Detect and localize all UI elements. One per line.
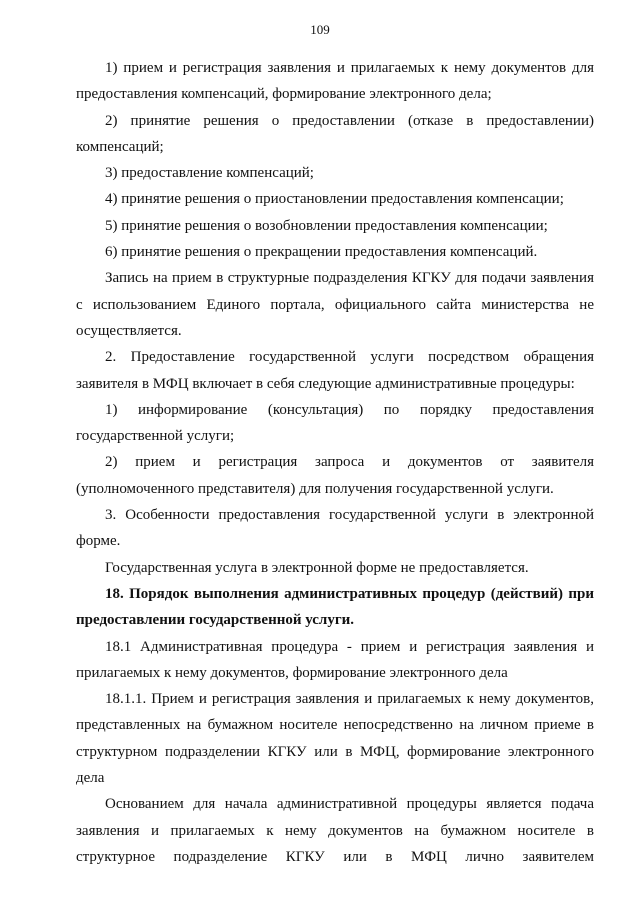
paragraph-electronic-not-provided: Государственная услуга в электронной форме не предоставляется. bbox=[105, 559, 529, 576]
paragraph-mfc-item-1: 1) информирование (консультация) по порядку предоставления государственной услуги; bbox=[76, 401, 594, 445]
paragraph-item-5-resumption: 5) принятие решения о возобновлении предоставления компенсации; bbox=[105, 217, 548, 234]
paragraph-18-1-1: 18.1.1. Прием и регистрация заявления и прилагаемых к нему документов, представленных на бумажном носителе непосредственно на личном приеме в структурном подразделении КГКУ или в МФЦ, формирование электронного дела bbox=[76, 691, 594, 787]
paragraph-electronic-features: 3. Особенности предоставления государственной услуги в электронной форме. bbox=[76, 507, 594, 550]
paragraph-item-4-suspension: 4) принятие решения о приостановлении предоставления компенсации; bbox=[105, 191, 564, 208]
paragraph-basis: Основанием для начала административной процедуры является подача заявления и прилагаемых к нему документов на бумажном носителе в структурное подразделение КГКУ или в МФЦ лично заявителем bbox=[76, 796, 594, 865]
paragraph-item-1-reception: 1) прием и регистрация заявления и прилагаемых к нему документов для предоставления компенсаций, формирование электронного дела; bbox=[76, 60, 594, 103]
section-heading-18: 18. Порядок выполнения административных процедур (действий) при предоставлении государственной услуги. bbox=[76, 585, 594, 629]
paragraph-appointment-note: Запись на прием в структурные подразделения КГКУ для подачи заявления с использованием Единого портала, официального сайта министерства не осуществляется. bbox=[76, 270, 594, 339]
document-body bbox=[76, 55, 594, 870]
paragraph-item-6-termination: 6) принятие решения о прекращении предоставления компенсаций. bbox=[105, 244, 538, 261]
paragraph-mfc-item-2: 2) прием и регистрация запроса и документов от заявителя (уполномоченного представителя) для получения государственной услуги. bbox=[76, 454, 594, 497]
paragraph-item-2-decision: 2) принятие решения о предоставлении (отказе в предоставлении) компенсаций; bbox=[76, 112, 594, 155]
paragraph-item-3-provision: 3) предоставление компенсаций; bbox=[105, 165, 314, 182]
page-number: 109 bbox=[310, 22, 330, 37]
paragraph-mfc-procedures: 2. Предоставление государственной услуги посредством обращения заявителя в МФЦ включает в себя следующие административные процедуры: bbox=[76, 349, 594, 392]
paragraph-18-1: 18.1 Административная процедура - прием и регистрация заявления и прилагаемых к нему документов, формирование электронного дела bbox=[76, 638, 594, 681]
